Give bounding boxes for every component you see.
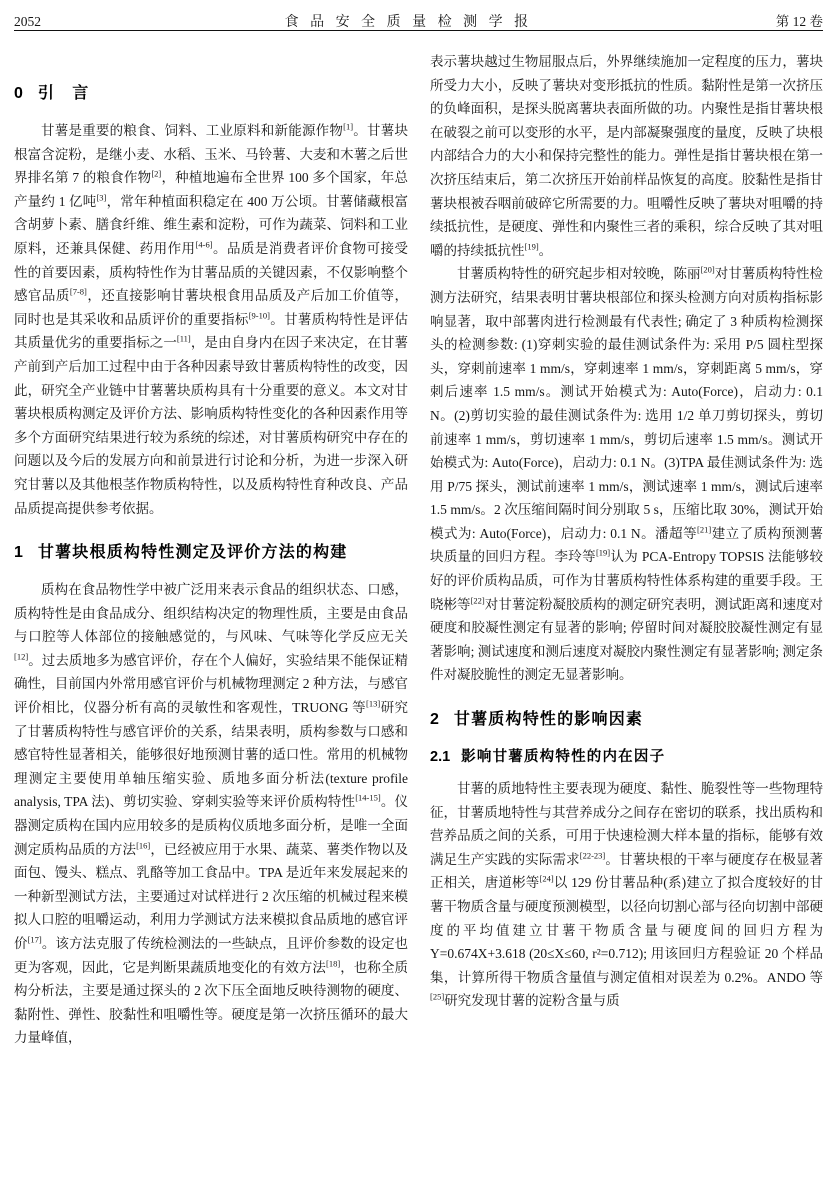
- page-number: 2052: [14, 14, 41, 29]
- section-0-number: 0: [14, 85, 23, 102]
- right-column: [430, 50, 823, 1013]
- continuation-paragraph: 表示薯块越过生物屈服点后，外界继续施加一定程度的压力，薯块所受力大小，反映了薯块对变形抵抗的性质。黏附性是第一次挤压的负峰面积，是探头脱离薯块表面所做的功。内聚性是指甘薯块根在破裂之前可以变形的水平，是内部凝聚强度的量度，反映了块根内部结合力的大小和保持完整性的能力。弹性是指甘薯块根在第一次挤压结束后，第二次挤压开始前样品恢复的高度。胶黏性是指甘薯块根被吞咽前破碎它所需要的力。咀嚼性反映了薯块对咀嚼的持续抵抗性，是硬度、弹性和内聚性三者的乘积，综合反映了其对咀嚼的持续抵抗性[19]。: [430, 54, 823, 258]
- journal-title: 食 品 安 全 质 量 检 测 学 报: [284, 15, 533, 30]
- section-1-number: 1: [14, 544, 23, 562]
- intro-paragraph: 甘薯是重要的粮食、饲料、工业原料和新能源作物[1]。甘薯块根富含淀粉，是继小麦、水稻、玉米、马铃薯、大麦和木薯之后世界排名第 7 的粮食作物[2]，种植地遍布全世界 100 多个国家，年总产量约 1 亿吨[3]，常年种植面积稳定在 400 万公顷。甘薯储藏根富含胡萝卜素、膳食纤维、维生素和淀粉，可作为蔬菜、饲料和工业原料，还兼具保健、药用作用[4-6]。品质是消费者评价食物可接受性的首要因素，质构特性作为甘薯品质的关键因素，不仅影响整个感官品质[7-8]，还直接影响甘薯块根食用品质及产后加工价值等，同时也是其采收和品质评价的重要指标[9-10]。甘薯质构特性是评估其质量优劣的重要指标之一[11]，是由自身内在因子来决定，在甘薯产前到产后加工过程中由于各种因素导致甘薯质构特性的改变，因此，研究全产业链中甘薯薯块质构具有十分重要的意义。本文对甘薯块根质构测定及评价方法、影响质构特性变化的各种因素作用等多个方面研究结果进行较为系统的综述，对甘薯质构研究中存在的问题以及今后的发展方向和前景进行讨论和分析，为进一步深入研究甘薯以及其他根茎作物质构特性，以及质构特性育种改良、产品品质提高提供参考依据。: [14, 121, 409, 516]
- section-2-1-title: 影响甘薯质构特性的内在因子: [461, 749, 666, 766]
- left-column: [14, 82, 408, 1050]
- research-methods-paragraph: 甘薯质构特性的研究起步相对较晚，陈丽[20]对甘薯质构特性检测方法研究，结果表明甘薯块根部位和探头检测方向对质构指标影响显著，取中部薯肉进行检测最有代表性; 确定了 3 种质构检测探头的检测参数: (1)穿刺实验的最佳测试条件为: 采用 P/5 圆柱型探头，穿刺前速率 1 mm/s，穿刺速率 1 mm/s，穿刺距离 5 mm/s，穿刺后速率 1.5 mm/s。测试开始模式为: Auto(Force)，启动力: 0.1 N。(2)剪切实验的最佳测试条件为: 选用 1/2 单刀剪切探头，剪切前速率 1 mm/s，剪切速率 1 mm/s，剪切后速率 1.5 mm/s。测试开始模式为: Auto(Force)，启动力: 0.1 N。(3)TPA 最佳测试条件为: 选用 P/75 探头，测试前速率 1 mm/s，测试速率 1 mm/s，测试后速率 1.5 mm/s。2 次压缩间隔时间分别取 5 s，压缩比取 30%，测试开始模式为: Auto(Force)，启动力: 0.1 N。潘超等[21]建立了质构预测薯块质量的回归方程。李玲等[19]认为 PCA-Entropy TOPSIS 法能够较好的评价质构品质，可作为甘薯质构特性体系构建的重要手段。王晓彬等[22]对甘薯淀粉凝胶质构的测定研究表明，测试距离和速度对硬度和胶凝性测定有显著的影响; 停留时间对凝胶胶凝性测定有显著影响; 测试速度和测后速度对凝胶内聚性测定有显著影响; 测定条件对凝胶脆性的测定无显著影响。: [430, 264, 824, 683]
- header-rule: [14, 30, 823, 31]
- section-2-number: 2: [430, 711, 439, 729]
- section-1-paragraph: 质构在食品物性学中被广泛用来表示食品的组织状态、口感，质构特性是由食品成分、组织结构决定的物理性质，主要是由食品与口腔等人体部位的接触感觉的，与风味、气味等化学反应无关[12]。过去质地多为感官评价，存在个人偏好，实验结果不能保证精确性，目前国内外常用感官评价与机械物理测定 2 种方法，与感官评价相比，仪器分析有高的灵敏性和客观性，TRUONG 等[13]研究了甘薯质构特性与感官评价的关系，结果表明，质构参数与口感和感官特性显著相关，能够很好地预测甘薯的适口性。常用的机械物理测定主要使用单轴压缩实验、质地多面分析法(texture profile analysis, TPA 法)、剪切实验、穿刺实验等来评价质构特性[14-15]。仪器测定质构在国内应用较多的是质构仪质地多面分析，是唯一全面测定质构品质的方法[16]，已经被应用于水果、蔬菜、薯类作物以及面包、馒头、糕点、乳酪等加工食品中。TPA 是近年来发展起来的一种新型测试方法，主要通过对试样进行 2 次压缩的机械过程来模拟人口腔的咀嚼运动，利用力学测试方法来模拟食品质地的感官评价[17]。该方法克服了传统检测法的一些缺点，且评价参数的设定也更为客观，因此，它是判断果蔬质地变化的有效方法[18]，也称全质构分析法，主要是通过探头的 2 次下压全面地反映待测物的硬度、黏附性、弹性、胶黏性和咀嚼性等。硬度是第一次挤压循环的最大力量峰值，: [14, 582, 409, 1046]
- section-2-1-heading: [430, 745, 823, 769]
- section-1-title: 甘薯块根质构特性测定及评价方法的构建: [37, 544, 348, 562]
- section-1-heading: [14, 541, 408, 565]
- internal-factors-paragraph: 甘薯的质地特性主要表现为硬度、黏性、脆裂性等一些物理特征，甘薯质地特性与其营养成分之间存在密切的联系，找出质构和营养品质之间的关系，可用于快速检测大样本量的指标，能够有效满足生产实践的实际需求[22-23]。甘薯块根的干率与硬度存在极显著正相关，唐道彬等[24]以 129 份甘薯品种(系)建立了拟合度较好的甘薯干物质含量与硬度预测模型，以径向切割心部与径向切割中部硬度的平均值建立甘薯干物质含量与硬度间的回归方程为 Y=0.674X+3.618 (20≤X≤60, r²=0.712); 用该回归方程验证 20 个样品集，计算所得干物质含量值与测定值相对误差为 0.2%。ANDO 等[25]研究发现甘薯的淀粉含量与质: [430, 781, 824, 1009]
- running-head: [14, 10, 823, 31]
- volume-label: 第 12 卷: [775, 14, 823, 29]
- section-0-heading: [14, 82, 408, 106]
- section-2-1-number: 2.1: [430, 749, 451, 766]
- section-2-heading: [430, 708, 823, 732]
- section-0-title: 引 言: [37, 85, 90, 102]
- section-2-title: 甘薯质构特性的影响因素: [453, 711, 644, 729]
